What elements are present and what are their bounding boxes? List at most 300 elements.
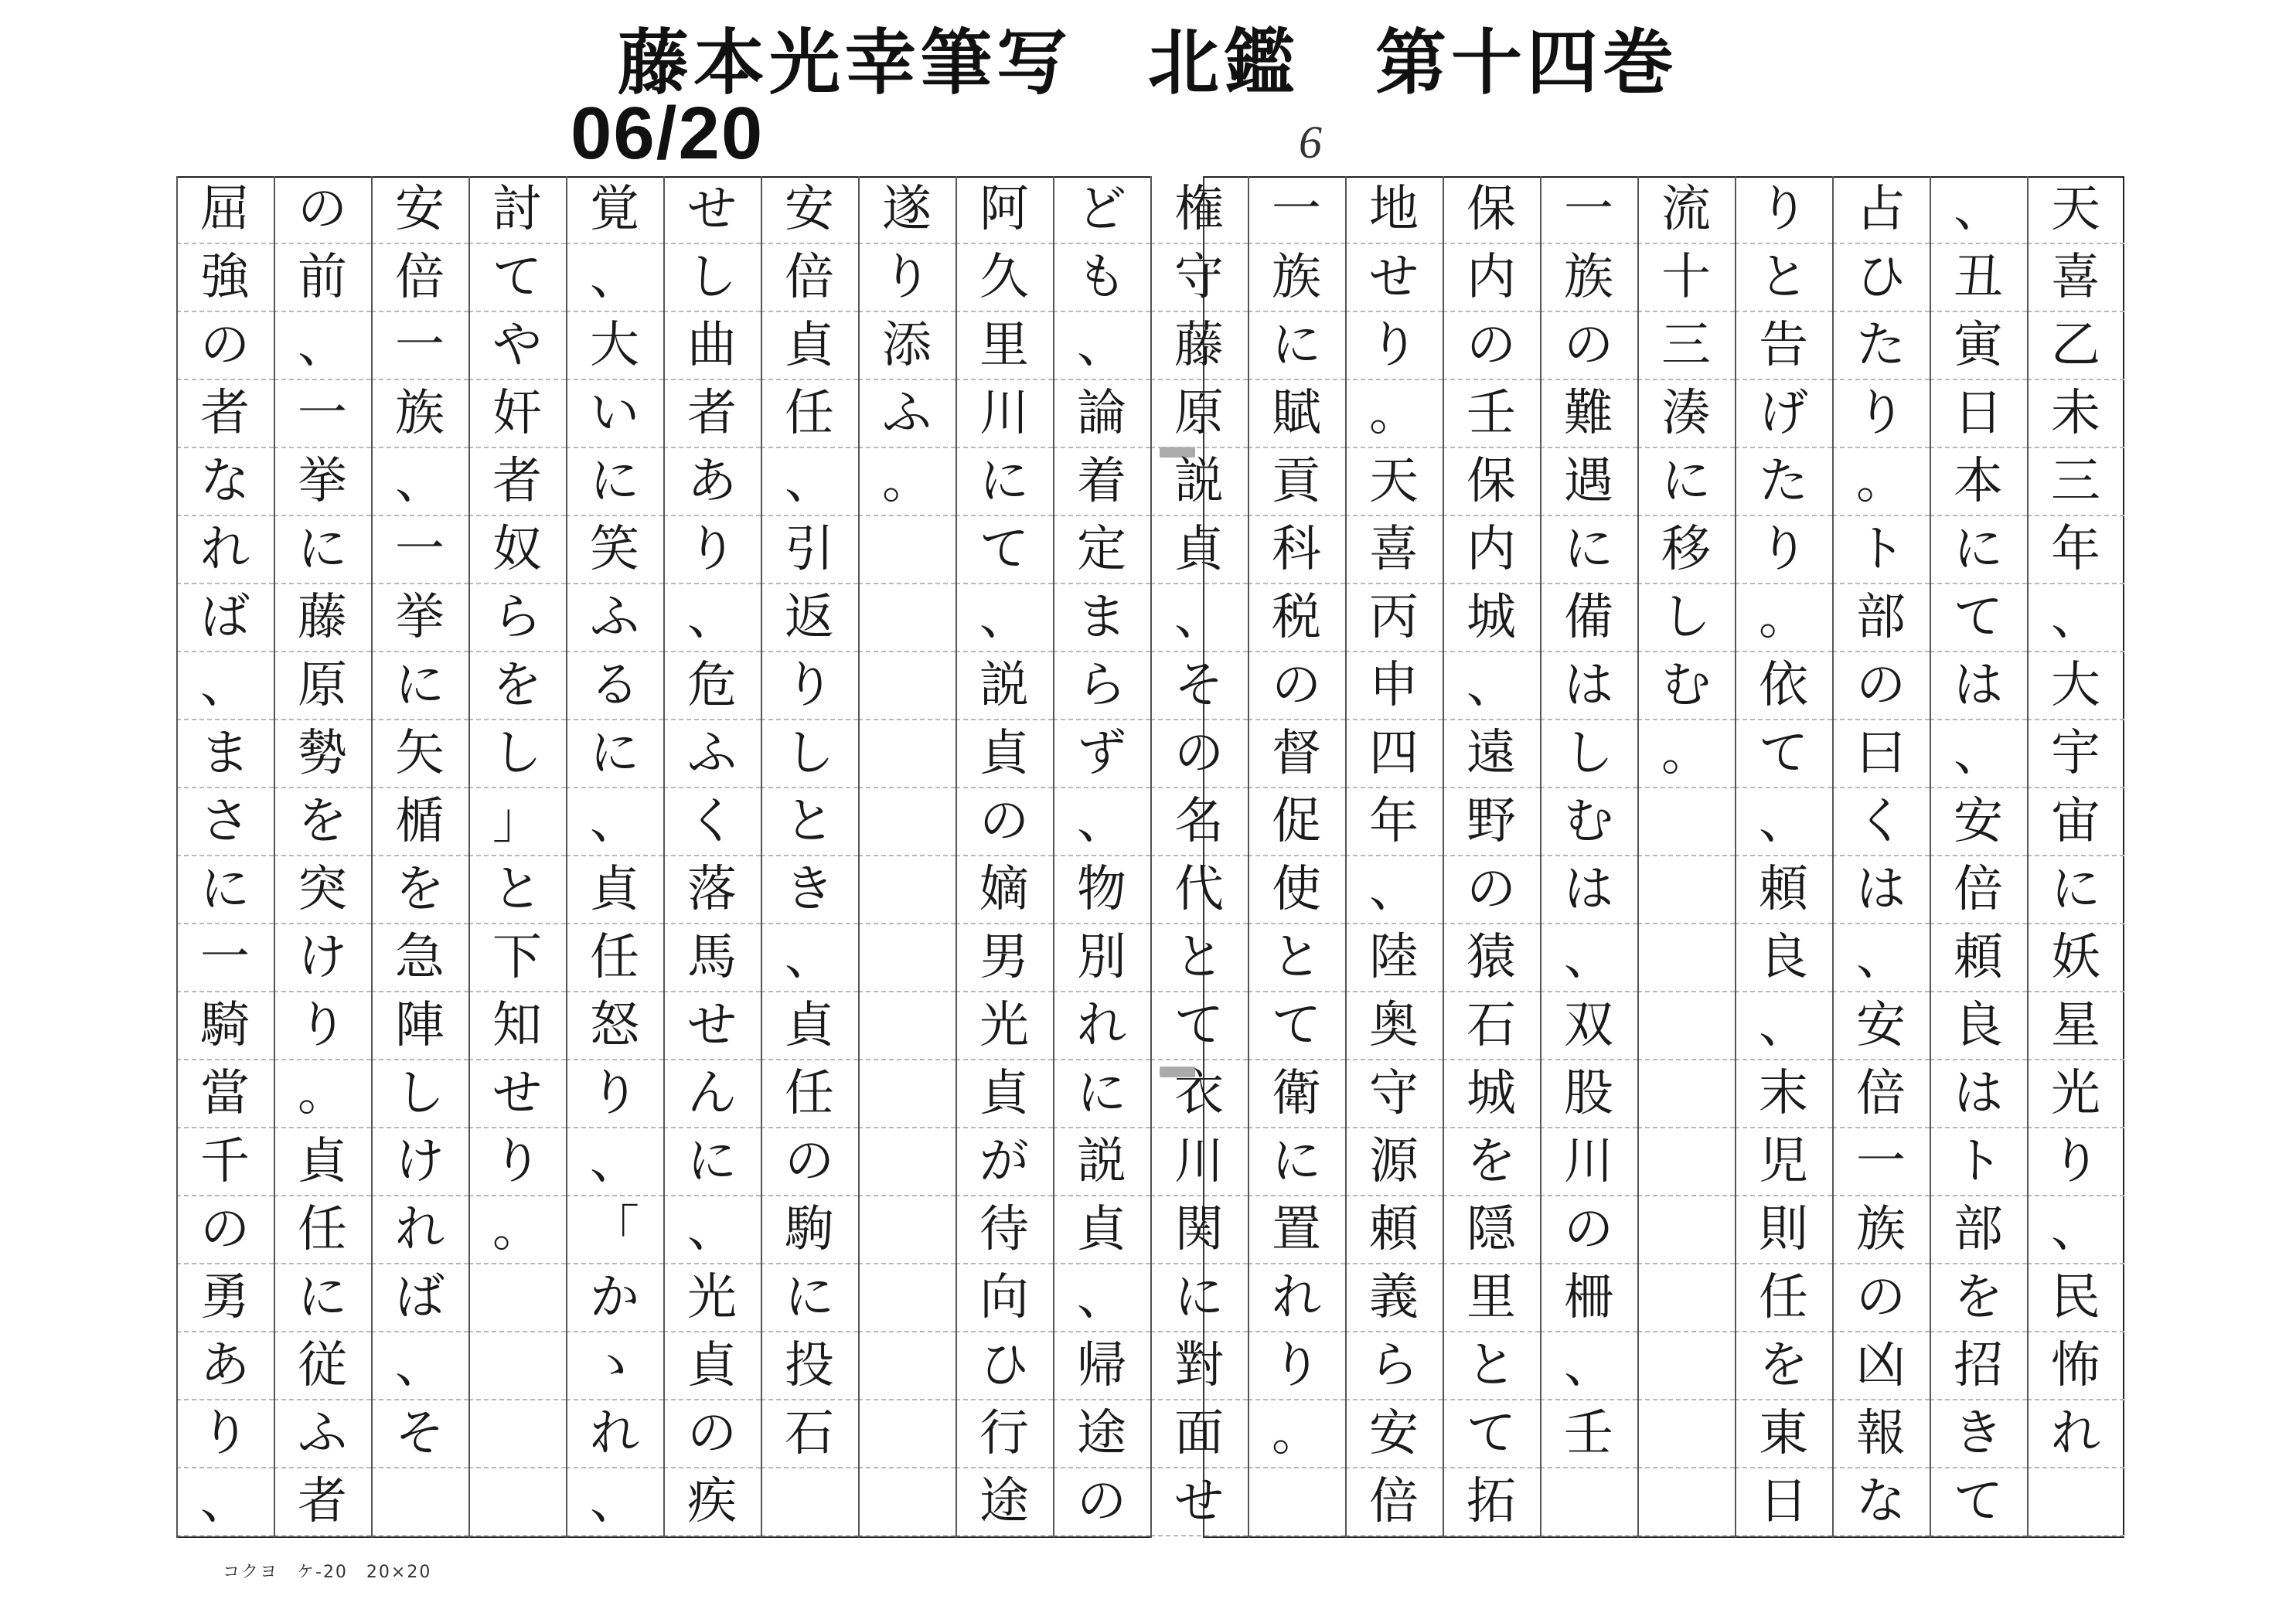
character-cell: り: [274, 992, 371, 1060]
character-cell: 族: [1832, 1196, 1930, 1264]
character-cell: 前: [274, 244, 371, 312]
column-rule: [761, 176, 762, 1538]
character-cell: [2027, 1468, 2124, 1536]
character-cell: 名: [1150, 788, 1248, 856]
character-cell: ば: [176, 584, 274, 652]
character-cell: 原: [274, 652, 371, 720]
character-cell: 倍: [1832, 1060, 1930, 1128]
character-cell: 、: [1443, 652, 1540, 720]
character-cell: 石: [761, 1400, 858, 1468]
character-cell: [858, 924, 956, 992]
character-cell: 族: [1540, 244, 1637, 312]
character-cell: 、: [761, 924, 858, 992]
character-cell: れ: [1248, 1264, 1345, 1332]
character-cell: 拓: [1443, 1468, 1540, 1536]
character-cell: 石: [1443, 992, 1540, 1060]
character-cell: れ: [1053, 992, 1150, 1060]
character-cell: [1637, 1332, 1735, 1400]
character-cell: 行: [956, 1400, 1053, 1468]
character-cell: 、: [663, 1196, 761, 1264]
character-cell: 陸: [1345, 924, 1443, 992]
character-cell: 、: [1053, 1264, 1150, 1332]
character-cell: [858, 1332, 956, 1400]
character-cell: て: [1248, 992, 1345, 1060]
character-cell: [858, 584, 956, 652]
character-cell: 遇: [1540, 448, 1637, 516]
column-rule: [956, 176, 957, 1538]
character-cell: 貞: [761, 992, 858, 1060]
character-cell: 強: [176, 244, 274, 312]
character-cell: せ: [663, 176, 761, 244]
character-cell: 説: [1150, 448, 1248, 516]
character-cell: ふ: [274, 1400, 371, 1468]
character-cell: 」: [468, 788, 566, 856]
character-cell: 、: [1053, 312, 1150, 380]
character-cell: け: [274, 924, 371, 992]
character-cell: 壬: [1443, 380, 1540, 448]
character-cell: に: [2027, 856, 2124, 924]
character-cell: [858, 516, 956, 584]
character-cell: 。: [274, 1060, 371, 1128]
character-cell: し: [468, 720, 566, 788]
character-cell: 矢: [371, 720, 468, 788]
character-cell: 股: [1540, 1060, 1637, 1128]
character-cell: 光: [663, 1264, 761, 1332]
character-cell: 返: [761, 584, 858, 652]
character-cell: 大: [566, 312, 663, 380]
character-cell: 招: [1930, 1332, 2027, 1400]
character-cell: を: [1930, 1264, 2027, 1332]
character-cell: [858, 788, 956, 856]
manuscript-column: [176, 176, 274, 1538]
character-cell: 安: [1345, 1400, 1443, 1468]
character-cell: の: [956, 788, 1053, 856]
character-cell: 。: [858, 448, 956, 516]
character-cell: 、: [956, 584, 1053, 652]
character-cell: 倍: [761, 244, 858, 312]
character-cell: 里: [956, 312, 1053, 380]
character-cell: 突: [274, 856, 371, 924]
character-cell: そ: [1150, 652, 1248, 720]
character-cell: 倍: [371, 244, 468, 312]
character-cell: 頼: [1735, 856, 1832, 924]
character-cell: 待: [956, 1196, 1053, 1264]
character-cell: に: [1930, 516, 2027, 584]
character-cell: 未: [2027, 380, 2124, 448]
character-cell: 屈: [176, 176, 274, 244]
character-cell: ふ: [663, 720, 761, 788]
manuscript-column: [1443, 176, 1540, 1538]
character-cell: 内: [1443, 244, 1540, 312]
character-cell: せ: [1150, 1468, 1248, 1536]
character-cell: [1637, 924, 1735, 992]
character-cell: ふ: [858, 380, 956, 448]
character-cell: 任: [566, 924, 663, 992]
manuscript-column: [956, 176, 1053, 1538]
character-cell: [1637, 856, 1735, 924]
character-cell: 笑: [566, 516, 663, 584]
character-cell: 児: [1735, 1128, 1832, 1196]
character-cell: 妖: [2027, 924, 2124, 992]
character-cell: い: [566, 380, 663, 448]
character-cell: り: [761, 652, 858, 720]
character-cell: 、: [1735, 992, 1832, 1060]
character-cell: 男: [956, 924, 1053, 992]
character-cell: に: [274, 516, 371, 584]
character-cell: か: [566, 1264, 663, 1332]
character-cell: 従: [274, 1332, 371, 1400]
character-cell: ま: [176, 720, 274, 788]
character-cell: 貞: [761, 312, 858, 380]
character-cell: 者: [274, 1468, 371, 1536]
column-rule: [1345, 176, 1347, 1538]
character-cell: 、: [2027, 584, 2124, 652]
character-cell: と: [1248, 924, 1345, 992]
character-cell: ま: [1053, 584, 1150, 652]
character-cell: の: [274, 176, 371, 244]
character-cell: 代: [1150, 856, 1248, 924]
character-cell: 隠: [1443, 1196, 1540, 1264]
character-cell: 部: [1930, 1196, 2027, 1264]
character-cell: を: [1443, 1128, 1540, 1196]
character-cell: 安: [1832, 992, 1930, 1060]
character-cell: た: [1832, 312, 1930, 380]
column-rule: [1637, 176, 1639, 1538]
character-cell: な: [176, 448, 274, 516]
character-cell: の: [1540, 1196, 1637, 1264]
character-cell: 、: [566, 1468, 663, 1536]
character-cell: 備: [1540, 584, 1637, 652]
character-cell: 喜: [2027, 244, 2124, 312]
character-cell: 挙: [371, 584, 468, 652]
character-cell: 、: [761, 448, 858, 516]
character-cell: 三: [2027, 448, 2124, 516]
character-cell: な: [1832, 1468, 1930, 1536]
character-cell: 年: [1345, 788, 1443, 856]
column-rule: [858, 176, 860, 1538]
character-cell: 貞: [1053, 1196, 1150, 1264]
manuscript-column: [274, 176, 371, 1538]
character-cell: 。: [1832, 448, 1930, 516]
character-cell: 貞: [1150, 516, 1248, 584]
character-cell: ひ: [1832, 244, 1930, 312]
character-cell: 藤: [274, 584, 371, 652]
character-cell: 丑: [1930, 244, 2027, 312]
character-cell: 一: [1832, 1128, 1930, 1196]
document-title-text: 藤本光幸筆写 北鑑 第十四巻: [617, 22, 1678, 104]
paper-brand-label: コクヨ ケ-20 20×20: [223, 1563, 432, 1582]
character-cell: 千: [176, 1128, 274, 1196]
character-cell: 別: [1053, 924, 1150, 992]
character-cell: [1248, 1468, 1345, 1536]
character-cell: 投: [761, 1332, 858, 1400]
character-cell: [858, 856, 956, 924]
character-cell: 城: [1443, 1060, 1540, 1128]
character-cell: [761, 1468, 858, 1536]
character-cell: て: [1930, 584, 2027, 652]
character-cell: に: [566, 448, 663, 516]
character-cell: 奴: [468, 516, 566, 584]
character-cell: 者: [468, 448, 566, 516]
character-cell: [1637, 1128, 1735, 1196]
character-cell: [1540, 1468, 1637, 1536]
character-cell: 、: [176, 652, 274, 720]
character-cell: 、: [1930, 176, 2027, 244]
character-cell: 税: [1248, 584, 1345, 652]
character-cell: 落: [663, 856, 761, 924]
character-cell: 川: [1540, 1128, 1637, 1196]
character-cell: 科: [1248, 516, 1345, 584]
character-cell: て: [1443, 1400, 1540, 1468]
character-cell: 、: [371, 1332, 468, 1400]
character-cell: 権: [1150, 176, 1248, 244]
character-cell: や: [468, 312, 566, 380]
character-cell: 城: [1443, 584, 1540, 652]
character-cell: 討: [468, 176, 566, 244]
character-cell: の: [663, 1400, 761, 1468]
character-cell: 乙: [2027, 312, 2124, 380]
character-cell: 族: [1248, 244, 1345, 312]
character-cell: 任: [274, 1196, 371, 1264]
character-cell: 保: [1443, 176, 1540, 244]
character-cell: れ: [566, 1400, 663, 1468]
character-cell: 物: [1053, 856, 1150, 924]
character-cell: 賦: [1248, 380, 1345, 448]
character-cell: 内: [1443, 516, 1540, 584]
character-cell: 日: [1735, 1468, 1832, 1536]
character-cell: し: [663, 244, 761, 312]
character-cell: 久: [956, 244, 1053, 312]
character-cell: 良: [1930, 992, 2027, 1060]
character-cell: と: [468, 856, 566, 924]
character-cell: り: [1832, 380, 1930, 448]
manuscript-column: [761, 176, 858, 1538]
character-cell: 難: [1540, 380, 1637, 448]
character-cell: 十: [1637, 244, 1735, 312]
character-cell: の: [1540, 312, 1637, 380]
character-cell: て: [468, 244, 566, 312]
character-cell: [1637, 1264, 1735, 1332]
character-cell: に: [1637, 448, 1735, 516]
character-cell: 守: [1150, 244, 1248, 312]
manuscript-column: [2027, 176, 2124, 1538]
character-cell: 四: [1345, 720, 1443, 788]
character-cell: 貞: [566, 856, 663, 924]
character-cell: と: [1443, 1332, 1540, 1400]
character-cell: 一: [371, 312, 468, 380]
character-cell: 途: [956, 1468, 1053, 1536]
document-title: [0, 6, 2296, 108]
manuscript-column: [371, 176, 468, 1538]
page-number: 06/20: [571, 92, 765, 175]
character-cell: 面: [1150, 1400, 1248, 1468]
character-cell: 一: [1248, 176, 1345, 244]
column-rule: [1053, 176, 1054, 1538]
character-cell: り: [2027, 1128, 2124, 1196]
character-cell: 、: [1832, 924, 1930, 992]
character-cell: 、: [176, 1468, 274, 1536]
character-cell: 遂: [858, 176, 956, 244]
character-cell: を: [468, 652, 566, 720]
character-cell: 馬: [663, 924, 761, 992]
character-cell: し: [371, 1060, 468, 1128]
character-cell: ト: [1930, 1128, 2027, 1196]
character-cell: 報: [1832, 1400, 1930, 1468]
manuscript-column: [1248, 176, 1345, 1538]
character-cell: む: [1637, 652, 1735, 720]
character-cell: [1637, 1196, 1735, 1264]
manuscript-column: [1345, 176, 1443, 1538]
column-rule: [1930, 176, 1931, 1538]
character-cell: り: [1735, 176, 1832, 244]
character-cell: 星: [2027, 992, 2124, 1060]
character-cell: 末: [1735, 1060, 1832, 1128]
character-cell: 一: [371, 516, 468, 584]
column-rule: [1443, 176, 1444, 1538]
character-cell: 途: [1053, 1400, 1150, 1468]
character-cell: 依: [1735, 652, 1832, 720]
character-cell: [1637, 992, 1735, 1060]
character-cell: ふ: [566, 584, 663, 652]
character-cell: 曲: [663, 312, 761, 380]
character-cell: 一: [1540, 176, 1637, 244]
character-cell: 義: [1345, 1264, 1443, 1332]
character-cell: た: [1735, 448, 1832, 516]
character-cell: 「: [566, 1196, 663, 1264]
character-cell: 嫡: [956, 856, 1053, 924]
character-cell: に: [176, 856, 274, 924]
character-cell: の: [761, 1128, 858, 1196]
character-cell: 促: [1248, 788, 1345, 856]
character-cell: 関: [1150, 1196, 1248, 1264]
character-cell: 双: [1540, 992, 1637, 1060]
character-cell: に: [1248, 1128, 1345, 1196]
character-cell: 阿: [956, 176, 1053, 244]
character-cell: け: [371, 1128, 468, 1196]
character-cell: [858, 1196, 956, 1264]
character-cell: て: [956, 516, 1053, 584]
column-rule: [176, 176, 178, 1538]
character-cell: り: [176, 1400, 274, 1468]
character-cell: を: [1735, 1332, 1832, 1400]
character-cell: ど: [1053, 176, 1150, 244]
character-cell: 陣: [371, 992, 468, 1060]
character-cell: 貢: [1248, 448, 1345, 516]
character-cell: に: [566, 720, 663, 788]
column-rule: [371, 176, 373, 1538]
character-cell: 、: [663, 584, 761, 652]
column-rule: [1248, 176, 1249, 1538]
character-cell: そ: [371, 1400, 468, 1468]
character-cell: 向: [956, 1264, 1053, 1332]
character-cell: の: [1832, 652, 1930, 720]
manuscript-column: [663, 176, 761, 1538]
character-cell: せ: [663, 992, 761, 1060]
character-cell: 告: [1735, 312, 1832, 380]
character-cell: 貞: [274, 1128, 371, 1196]
character-cell: に: [663, 1128, 761, 1196]
character-cell: は: [1832, 856, 1930, 924]
character-cell: 。: [468, 1196, 566, 1264]
character-cell: の: [1443, 856, 1540, 924]
character-cell: ら: [1053, 652, 1150, 720]
character-cell: 保: [1443, 448, 1540, 516]
character-cell: 藤: [1150, 312, 1248, 380]
character-cell: 貞: [663, 1332, 761, 1400]
character-cell: 使: [1248, 856, 1345, 924]
character-cell: の: [1832, 1264, 1930, 1332]
character-cell: 、: [1345, 856, 1443, 924]
character-cell: 對: [1150, 1332, 1248, 1400]
character-cell: 頼: [1930, 924, 2027, 992]
character-cell: [858, 1264, 956, 1332]
character-cell: 論: [1053, 380, 1150, 448]
character-cell: 流: [1637, 176, 1735, 244]
handwritten-page-mark: 6: [1299, 117, 1322, 168]
character-cell: 覚: [566, 176, 663, 244]
character-cell: ト: [1832, 516, 1930, 584]
character-cell: 寅: [1930, 312, 2027, 380]
character-cell: が: [956, 1128, 1053, 1196]
character-cell: む: [1540, 788, 1637, 856]
character-cell: 督: [1248, 720, 1345, 788]
character-cell: 日: [1930, 380, 2027, 448]
column-rule: [1540, 176, 1541, 1538]
character-cell: 源: [1345, 1128, 1443, 1196]
manuscript-column: [468, 176, 566, 1538]
character-cell: 凶: [1832, 1332, 1930, 1400]
manuscript-column: [1735, 176, 1832, 1538]
character-cell: 當: [176, 1060, 274, 1128]
character-cell: 柵: [1540, 1264, 1637, 1332]
character-cell: 衛: [1248, 1060, 1345, 1128]
character-cell: [468, 1468, 566, 1536]
character-cell: 引: [761, 516, 858, 584]
character-cell: き: [1930, 1400, 2027, 1468]
column-rule: [566, 176, 567, 1538]
character-cell: の: [1443, 312, 1540, 380]
character-cell: り: [1345, 312, 1443, 380]
character-cell: 年: [2027, 516, 2124, 584]
character-cell: 原: [1150, 380, 1248, 448]
character-cell: に: [1540, 516, 1637, 584]
character-cell: 挙: [274, 448, 371, 516]
character-cell: 。: [1637, 720, 1735, 788]
character-cell: 、: [371, 448, 468, 516]
character-cell: あ: [176, 1332, 274, 1400]
character-cell: 、: [274, 312, 371, 380]
manuscript-column: [1053, 176, 1150, 1538]
character-cell: く: [1832, 788, 1930, 856]
column-rule: [274, 176, 275, 1538]
character-cell: あ: [663, 448, 761, 516]
character-cell: き: [761, 856, 858, 924]
column-rule: [1735, 176, 1736, 1538]
character-cell: 危: [663, 652, 761, 720]
character-cell: 喜: [1345, 516, 1443, 584]
character-cell: 怒: [566, 992, 663, 1060]
character-cell: 知: [468, 992, 566, 1060]
character-cell: に: [274, 1264, 371, 1332]
character-cell: 野: [1443, 788, 1540, 856]
character-cell: 光: [2027, 1060, 2124, 1128]
character-cell: [468, 1332, 566, 1400]
character-cell: ば: [371, 1264, 468, 1332]
character-cell: に: [1248, 312, 1345, 380]
character-cell: と: [761, 788, 858, 856]
manuscript-column: [1150, 176, 1248, 1538]
character-cell: 、: [566, 788, 663, 856]
